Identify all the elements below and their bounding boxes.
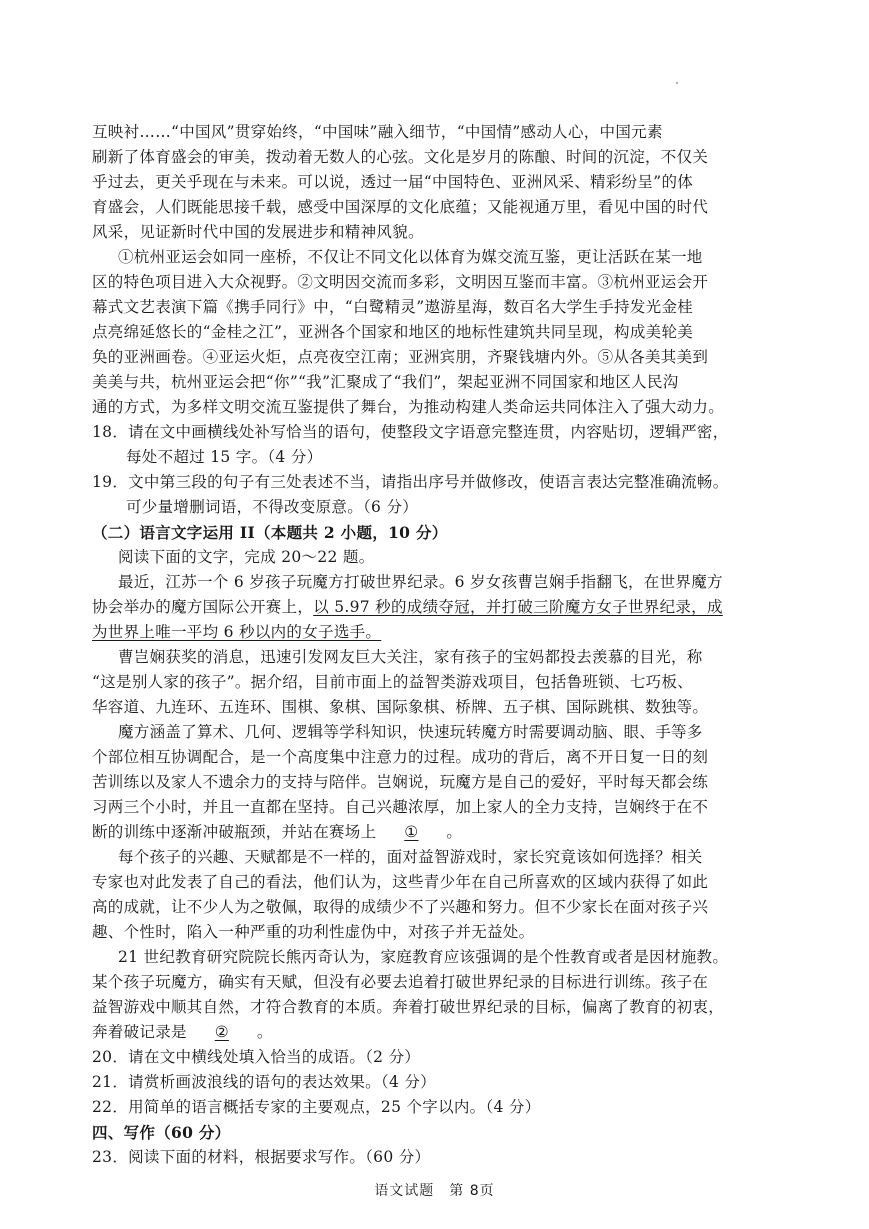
text-line: 美美与共，杭州亚运会把“你”“我”汇聚成了“我们”，架起亚洲不同国家和地区人民沟 [92,373,679,391]
text-line: 通的方式，为多样文明交流互鉴提供了舞台，为推动构建人类命运共同体注入了强大动力。 [92,398,725,416]
text-line: 益智游戏中顺其自然，才符合教育的本质。奔着打破世界纪录的目标，偏离了教育的初衷， [92,998,725,1016]
text-line: “这是别人家的孩子”。据介绍，目前市面上的益智类游戏项目，包括鲁班锁、七巧板、 [92,673,694,691]
text-line: 最近，江苏一个 6 岁孩子玩魔方打破世界纪录。6 岁女孩曹岂娴手指翻飞，在世界魔方 [118,573,723,591]
blank-2: ② [214,1023,229,1041]
text-line: 区的特色项目进入大众视野。②文明因交流而多彩，文明因互鉴而丰富。③杭州亚运会开 [92,273,709,291]
text-line: 刷新了体育盛会的审美，拨动着无数人的心弦。文化是岁月的陈酿、时间的沉淀，不仅关 [92,148,709,166]
page-footer: 语文试题 第 8页 [374,1183,495,1199]
underlined-sentence: 以 5.97 秒的成绩夺冠，并打破三阶魔方女子世界纪录，成 [313,598,723,616]
blank-1: ① [404,823,419,841]
text-span: 。 [446,823,463,841]
text-line: 互映衬……“中国风”贯穿始终，“中国味”融入细节，“中国情”感动人心，中国元素 [92,123,663,141]
text-line: 魔方涵盖了算术、几何、逻辑等学科知识，快速玩转魔方时需要调动脑、眼、手等多 [118,723,703,741]
text-line: 21 世纪教育研究院院长熊丙奇认为，家庭教育应该强调的是个性教育或者是因材施教。 [118,948,729,966]
question-23: 23．阅读下面的材料，根据要求写作。（60 分） [92,1148,431,1166]
question-19-cont: 可少量增删词语，不得改变原意。（6 分） [126,498,419,516]
text-line: 奂的亚洲画卷。④亚运火炬，点亮夜空江南；亚洲宾朋，齐聚钱塘内外。⑤从各美其美到 [92,348,709,366]
text-span: 断的训练中逐渐冲破瓶颈，并站在赛场上 [92,823,377,841]
text-line: 苦训练以及家人不遗余力的支持与陪伴。岂娴说，玩魔方是自己的爱好，平时每天都会练 [92,773,709,791]
text-line: 专家也对此发表了自己的看法，他们认为，这些青少年在自己所喜欢的区域内获得了如此 [92,873,709,891]
text-line: 华容道、九连环、五连环、围棋、象棋、国际象棋、桥牌、五子棋、国际跳棋、数独等。 [92,698,709,716]
question-18: 18．请在文中画横线处补写恰当的语句，使整段文字语意完整连贯，内容贴切，逻辑严密， [92,423,729,441]
text-line: 趣、个性时，陷入一种严重的功利性虚伪中，对孩子并无益处。 [92,923,535,941]
section-heading: （二）语言文字运用 II（本题共 2 小题，10 分） [92,523,448,542]
text-span: 协会举办的魔方国际公开赛上， [92,598,314,616]
text-line: 习两三个小时，并且一直都在坚持。自己兴趣浓厚，加上家人的全力支持，岂娴终于在不 [92,798,709,816]
text-line: 每个孩子的兴趣、天赋都是不一样的，面对益智游戏时，家长究竟该如何选择？相关 [118,848,703,866]
text-line [92,620,782,645]
question-19: 19．文中第三段的句子有三处表述不当，请指出序号并做修改，使语言表达完整准确流畅。 [92,473,729,491]
question-22: 22．用简单的语言概括专家的主要观点，25 个字以内。（4 分） [92,1098,541,1116]
text-line [92,595,782,620]
text-span: 。 [256,1023,273,1041]
text-line: 点亮绵延悠长的“金桂之江”，亚洲各个国家和地区的地标性建筑共同呈现，构成美轮美 [92,323,694,341]
text-line [92,820,782,845]
text-line: 个部位相互协调配合，是一个高度集中注意力的过程。成功的背后，离不开日复一日的刻 [92,748,709,766]
text-line: 幕式文艺表演下篇《携手同行》中，“白鹭精灵”遨游星海，数百名大学生手持发光金桂 [92,298,694,316]
text-line: 风采，见证新时代中国的发展进步和精神风貌。 [92,223,424,241]
scan-speck [676,82,678,84]
section-writing: 四、写作（60 分） [92,1123,231,1142]
text-line: ①杭州亚运会如同一座桥，不仅让不同文化以体育为媒交流互鉴，更让活跃在某一地 [118,248,703,266]
text-line: 高的成就，让不少人为之敬佩，取得的成绩少不了兴趣和努力。但不少家长在面对孩子兴 [92,898,709,916]
underlined-sentence: 为世界上唯一平均 6 秒以内的女子选手。 [92,623,382,641]
text-line: 某个孩子玩魔方，确实有天赋，但没有必要去追着打破世界纪录的目标进行训练。孩子在 [92,973,709,991]
text-span: 奔着破记录是 [92,1023,187,1041]
question-21: 21．请赏析画波浪线的语句的表达效果。（4 分） [92,1073,436,1091]
text-line [92,1020,782,1045]
text-line: 育盛会，人们既能思接千载，感受中国深厚的文化底蕴；又能视通万里，看见中国的时代 [92,198,709,216]
text-line: 曹岂娴获奖的消息，迅速引发网友巨大关注，家有孩子的宝妈都投去羡慕的目光，称 [118,648,703,666]
question-18-cont: 每处不超过 15 字。（4 分） [126,448,323,466]
instruction: 阅读下面的文字，完成 20～22 题。 [118,548,375,566]
text-line: 乎过去，更关乎现在与未来。可以说，透过一届“中国特色、亚洲风采、精彩纷呈”的体 [92,173,694,191]
question-20: 20．请在文中横线处填入恰当的成语。（2 分） [92,1048,421,1066]
